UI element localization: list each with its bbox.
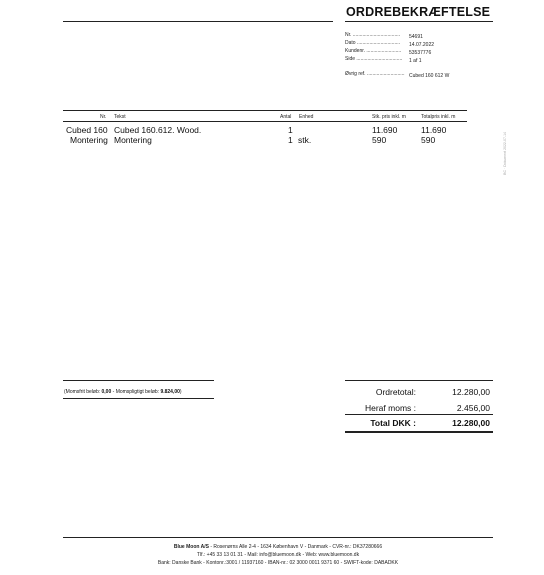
column-header-nr: Nr. — [100, 114, 107, 120]
row-1-nr: Cubed 160 — [66, 125, 108, 135]
meta-label: Nr. .................................. — [345, 32, 401, 38]
meta-label: Kundenr. ......................... — [345, 48, 402, 54]
totals-top-rule — [345, 380, 493, 381]
column-header-total-price: Totalpris inkl. m — [421, 114, 456, 120]
vat-liable-value: 9.824,00 — [160, 389, 180, 395]
meta-value: 53537776 — [409, 50, 432, 56]
table-top-rule — [63, 110, 467, 111]
row-2-unit-price: 590 — [372, 135, 387, 145]
footer-rule — [63, 537, 493, 538]
document-title: ORDREBEKRÆFTELSE — [346, 5, 491, 19]
meta-row-date — [345, 40, 434, 48]
order-total-label: Ordretotal: — [375, 387, 416, 397]
vat-amount-value: 2.456,00 — [456, 403, 490, 413]
meta-label: Øvrig ref. ........................... — [345, 71, 405, 77]
row-2-total-price: 590 — [421, 135, 436, 145]
row-1-total-price: 11.690 — [421, 125, 447, 135]
footer-company: Blue Moon A/S — [173, 544, 209, 550]
meta-value: 1 af 1 — [409, 58, 422, 64]
meta-value: Cubed 160 612 W — [409, 73, 450, 79]
meta-value: 14.07.2022 — [409, 42, 435, 48]
meta-value: 54691 — [409, 34, 423, 40]
total-top-rule — [345, 414, 493, 415]
row-1-unit-price: 11.690 — [372, 125, 398, 135]
footer-line-2: Tlf.: +45 33 13 01 31 - Mail: info@bluemoon.dk - Web: www.bluemoon.dk — [196, 552, 360, 558]
row-1-quantity: 1 — [288, 125, 293, 135]
column-header-text: Tekst — [114, 114, 126, 120]
vat-amount-label: Heraf moms : — [364, 403, 416, 413]
vat-free-label: (Momsfrit beløb: — [64, 389, 101, 395]
column-header-unit: Enhed — [299, 114, 314, 120]
row-1-text: Cubed 160.612. Wood. — [114, 125, 202, 135]
meta-row-number — [345, 32, 423, 40]
vat-free-value: 0,00 — [101, 389, 112, 395]
column-header-quantity: Antal — [280, 114, 292, 120]
meta-row-customer — [345, 48, 431, 56]
order-total-value: 12.280,00 — [452, 387, 490, 397]
total-bottom-rule — [345, 431, 493, 433]
footer-line-3: Bank: Danske Bank - Kontonr.:3001 / 11937160 - IBAN-nr.: 02 3000 0011 9371 60 - SWIFT-kode: DABADKK — [157, 560, 399, 566]
column-header-unit-price: Stk. pris inkl. m — [372, 114, 406, 120]
vat-summary — [64, 389, 182, 395]
vat-separator: - Momspligtigt beløb: — [111, 389, 160, 395]
header-right-rule — [345, 21, 493, 22]
meta-label: Dato ............................... — [345, 40, 401, 46]
footer-line-1 — [63, 544, 493, 550]
side-margin-text: BC · Dokument 2022-07-14 — [503, 132, 507, 175]
vat-bottom-rule — [63, 398, 214, 399]
meta-label: Side ................................. — [345, 56, 403, 62]
meta-row-page — [345, 56, 422, 64]
footer-address: - Rosenørns Alle 2-4 - 1634 København V - Danmark - CVR-nr.: DK37280666 — [208, 544, 383, 550]
row-2-text: Montering — [114, 135, 152, 145]
grand-total-value: 12.280,00 — [452, 418, 490, 428]
row-2-quantity: 1 — [288, 135, 293, 145]
row-2-nr: Montering — [70, 135, 108, 145]
header-left-rule — [63, 21, 333, 22]
vat-close: ) — [179, 389, 182, 395]
meta-row-reference — [345, 71, 449, 79]
row-2-unit: stk. — [298, 135, 312, 145]
vat-top-rule — [63, 380, 214, 381]
grand-total-label: Total DKK : — [370, 418, 416, 428]
table-header-rule — [63, 121, 467, 122]
